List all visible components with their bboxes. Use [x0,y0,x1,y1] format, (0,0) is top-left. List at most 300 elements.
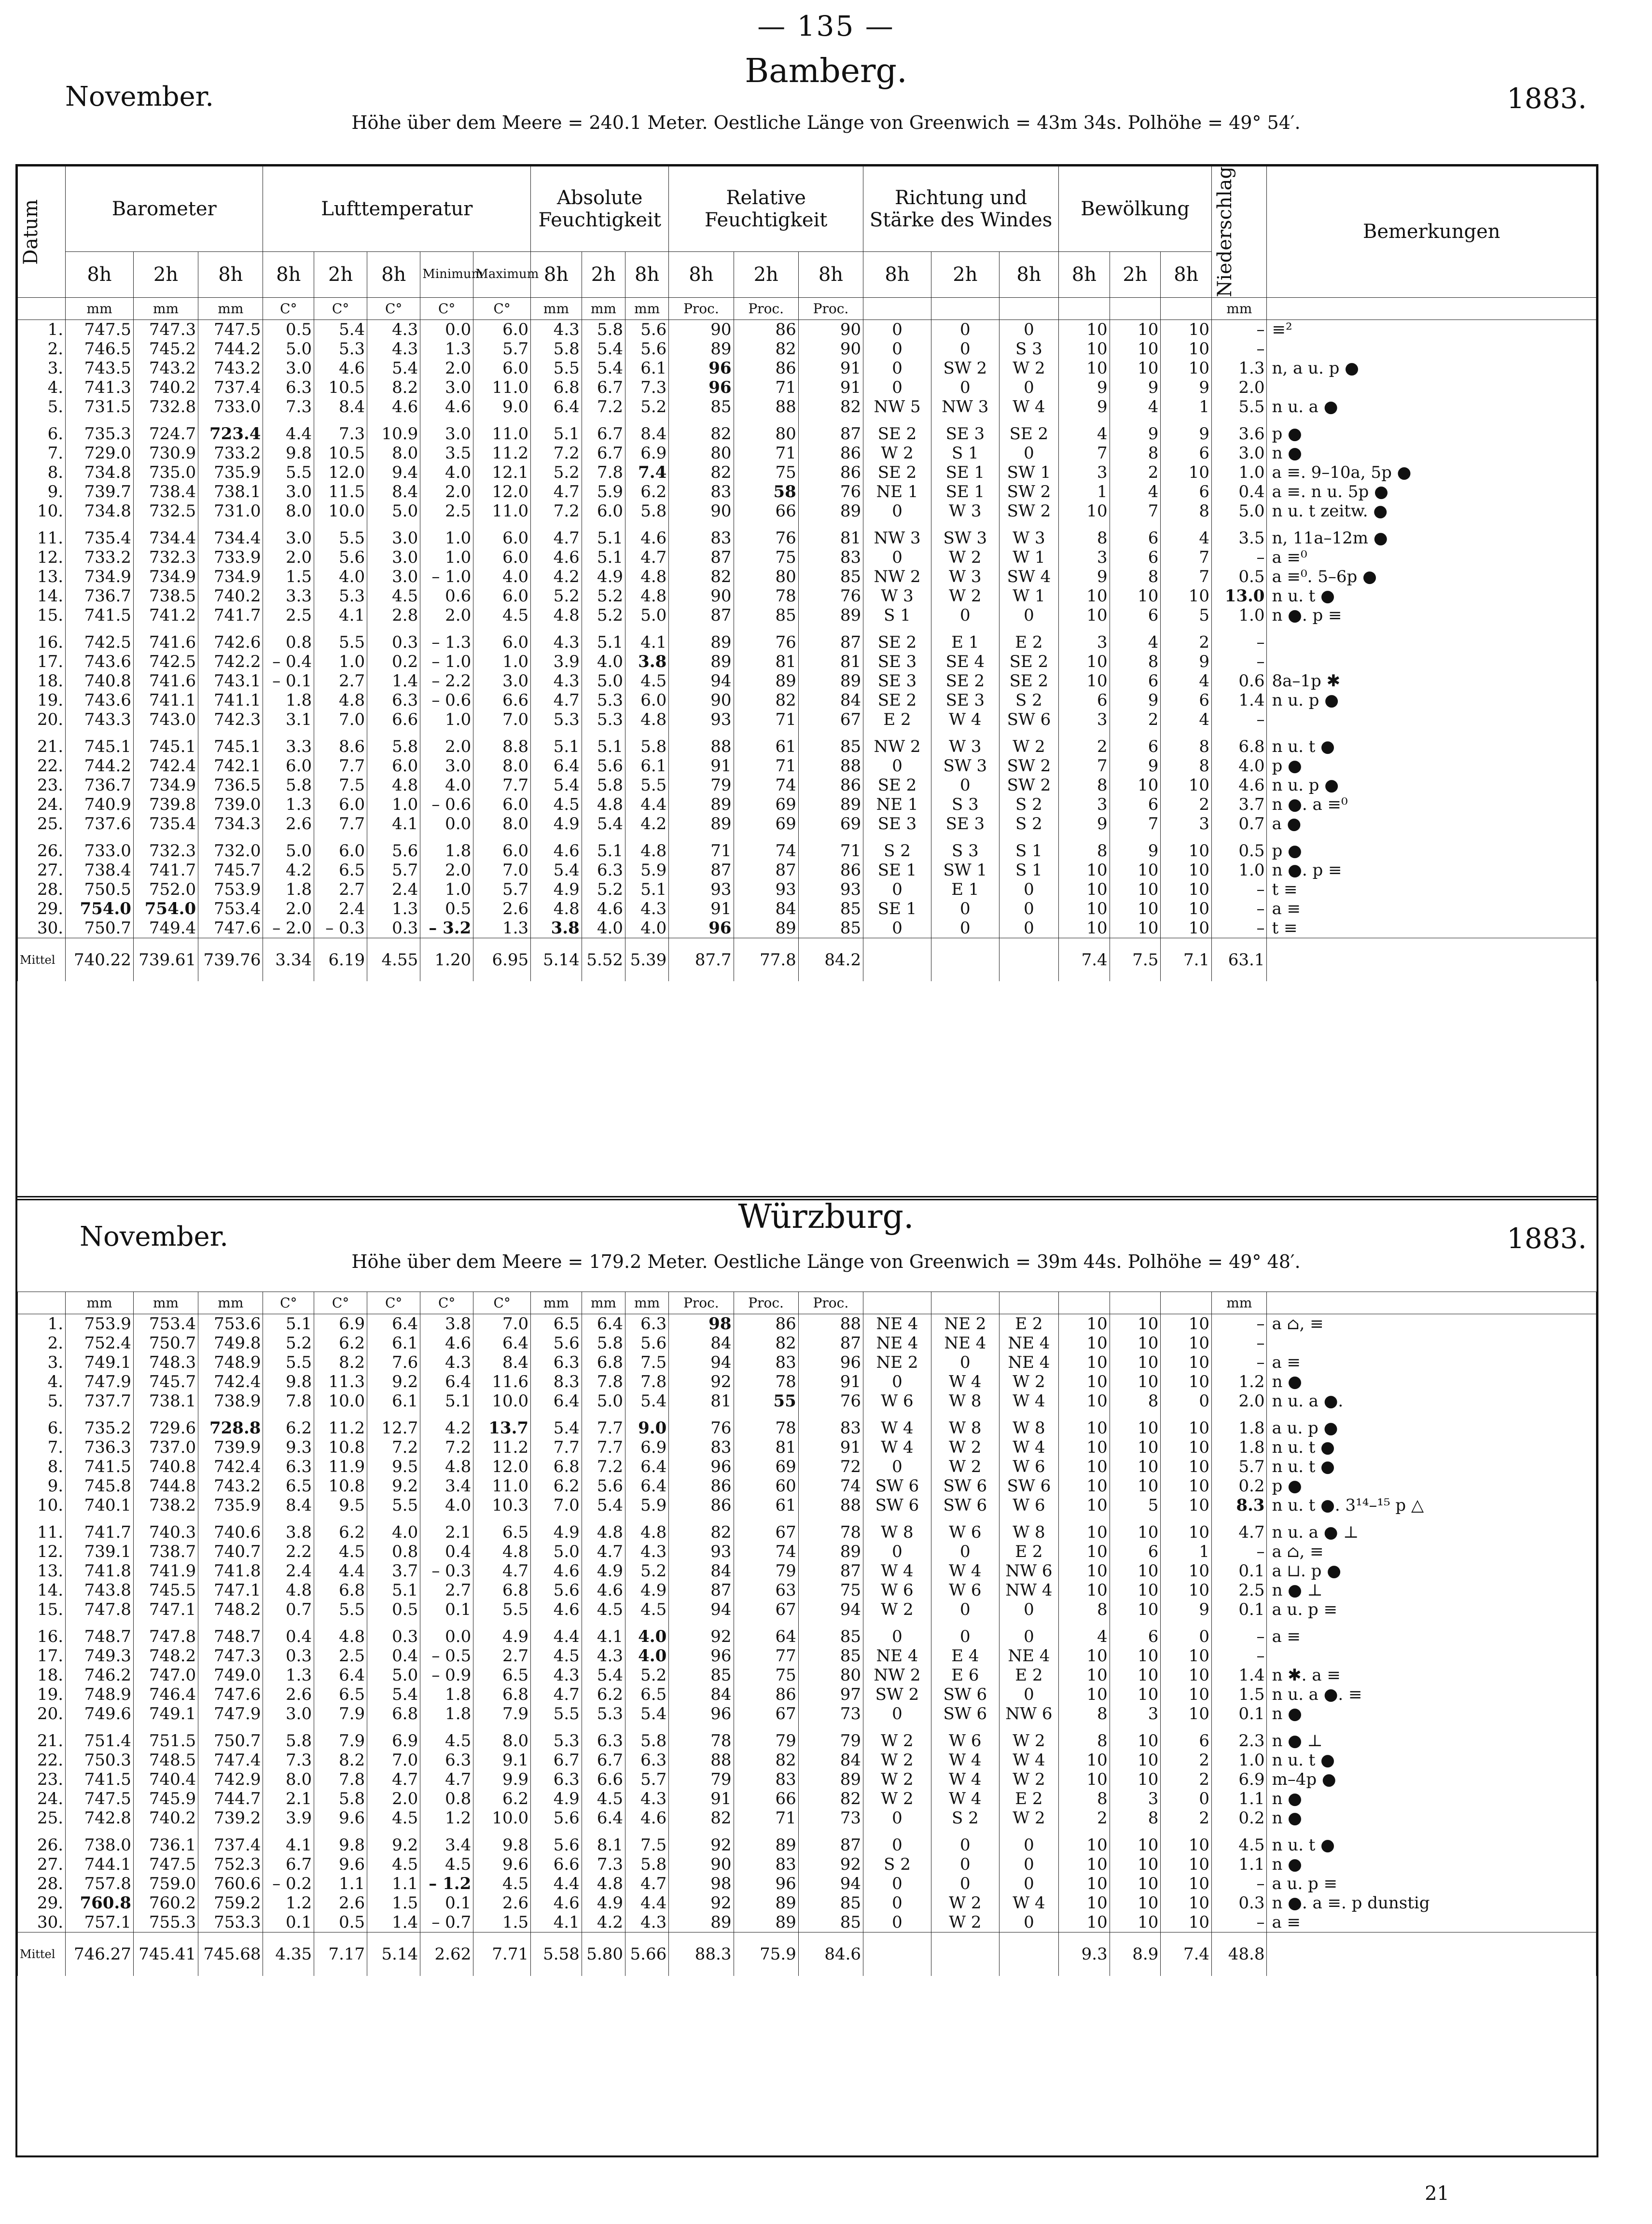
table-cell: 0.0 [420,814,473,834]
table-cell: – [1212,880,1267,899]
remarks-cell: n u. t ● [1267,1835,1596,1855]
table-cell: 10 [1161,1418,1212,1438]
table-cell: 4.3 [625,1913,669,1932]
day-cell: 22. [18,756,66,776]
table-cell: 10 [1059,1438,1110,1457]
table-cell: 7.3 [263,1751,314,1770]
table-cell: 742.4 [133,756,198,776]
gap-cell [18,417,66,424]
day-cell: 20. [18,710,66,729]
table-cell: 81 [798,528,863,548]
table-cell: 10 [1161,861,1212,880]
table-cell: 742.2 [198,652,263,671]
table-cell: S 1 [931,444,999,463]
gap-cell [669,1411,734,1418]
table-cell: 741.7 [198,606,263,625]
group-gap [18,521,1596,528]
table-row [18,482,1596,501]
day-cell: 3. [18,1353,66,1372]
table-cell: 6.3 [582,861,625,880]
table-cell: 2.0 [420,606,473,625]
table-cell: 5.5 [314,528,367,548]
table-cell: 1.3 [1212,359,1267,378]
table-cell: SE 2 [999,652,1058,671]
unit-cell [863,1292,931,1314]
table-cell: S 2 [931,1808,999,1828]
table-cell: SW 2 [999,756,1058,776]
mean-cell: 5.14 [367,1932,420,1976]
table-cell: 0.0 [420,1627,473,1646]
gap-cell [1110,1619,1161,1627]
table-cell: 3 [1059,463,1110,482]
table-cell: W 2 [931,548,999,567]
table-cell: 87 [798,1561,863,1581]
gap-cell [314,834,367,841]
table-cell: 77 [734,1646,798,1666]
table-cell: 760.6 [198,1874,263,1893]
table-cell: – [1212,1627,1267,1646]
gap-cell [1110,521,1161,528]
table-cell: 743.3 [66,710,134,729]
table-cell: 7.3 [314,424,367,444]
table-cell: NE 2 [863,1353,931,1372]
table-cell: 7.3 [582,1855,625,1874]
table-cell: 748.9 [198,1353,263,1372]
table-cell: 739.8 [133,795,198,814]
table-cell: 4.9 [582,1893,625,1913]
table-cell: 10 [1110,1685,1161,1704]
table-cell: 9.1 [473,1751,531,1770]
table-cell: 4.7 [420,1770,473,1789]
table-cell: 6.2 [314,1523,367,1542]
table-cell: 9.6 [314,1808,367,1828]
table-cell: 748.9 [66,1685,134,1704]
table-cell: 736.5 [198,776,263,795]
gap-cell [999,1828,1058,1835]
table-cell: 3.5 [420,444,473,463]
table-cell: 10 [1110,1913,1161,1932]
table-cell: W 2 [863,1751,931,1770]
table-cell: 4.5 [625,1600,669,1619]
table-cell: 0 [999,899,1058,918]
table-cell: W 4 [931,1372,999,1391]
table-cell: 80 [734,424,798,444]
gap-cell [420,417,473,424]
table-cell: SE 3 [863,652,931,671]
day-cell: 7. [18,444,66,463]
table-cell: 5.8 [582,776,625,795]
table-cell: 0.7 [1212,814,1267,834]
table-row [18,795,1596,814]
table-cell: SE 3 [931,814,999,834]
table-cell: 3 [1110,1789,1161,1808]
table-cell: 1.0 [473,652,531,671]
table-cell: 5.1 [531,424,582,444]
table-cell: 3.8 [420,1314,473,1334]
gap-cell [473,1411,531,1418]
table-cell: 73 [798,1808,863,1828]
table-cell: 7.0 [531,1496,582,1515]
gap-cell [367,834,420,841]
gap-cell [1212,1724,1267,1731]
table-cell: 82 [669,1808,734,1828]
table-cell: 6.9 [314,1314,367,1334]
table-cell: 3.4 [420,1835,473,1855]
day-cell: 10. [18,501,66,521]
day-cell: 12. [18,548,66,567]
table-cell: 5.2 [582,586,625,606]
table-cell: 8.0 [473,814,531,834]
table-cell: 6.4 [582,1314,625,1334]
table-cell: 0 [999,1835,1058,1855]
table-cell: 88 [734,397,798,417]
table-cell: 741.9 [133,1561,198,1581]
table-cell: 7.2 [582,1457,625,1476]
day-cell: 25. [18,1808,66,1828]
table-cell: SW 6 [931,1496,999,1515]
table-cell: 6 [1110,671,1161,691]
table-cell: 3 [1059,548,1110,567]
table-cell: SE 4 [931,652,999,671]
remarks-cell: n u. t ● [1267,586,1596,606]
table-cell: 0 [931,776,999,795]
table-cell: 7.0 [473,710,531,729]
unit-row [18,297,1596,320]
table-cell: 741.2 [133,606,198,625]
table-cell: 7.0 [473,1314,531,1334]
gap-cell [1110,729,1161,737]
table-row [18,463,1596,482]
table-cell: 2 [1161,1751,1212,1770]
gap-cell [420,625,473,633]
table-cell: 82 [734,1751,798,1770]
table-cell: SW 2 [931,359,999,378]
table-cell: 5.3 [582,710,625,729]
gap-cell [931,1411,999,1418]
table-cell: 4.6 [625,528,669,548]
table-cell: 0 [931,1874,999,1893]
header-niederschlag: Niederschlag [1212,167,1267,298]
gap-cell [1267,1724,1596,1731]
table-cell: 5.7 [625,1770,669,1789]
table-cell: 741.6 [133,633,198,652]
table-cell: 1.0 [367,795,420,814]
header-bemerkungen: Bemerkungen [1267,167,1596,298]
unit-cell: Proc. [734,297,798,320]
table-cell: 747.0 [133,1666,198,1685]
unit-cell [1059,297,1110,320]
table-cell: 71 [734,756,798,776]
table-cell: 5.2 [531,586,582,606]
table-cell: 3.0 [420,756,473,776]
table-cell: 5.4 [582,1496,625,1515]
table-cell: 10 [1161,899,1212,918]
table-cell: NE 4 [999,1646,1058,1666]
table-cell: 4.2 [263,861,314,880]
table-cell: 5.5 [473,1600,531,1619]
mean-cell [863,1932,931,1976]
table-cell: 4.9 [582,567,625,586]
table-cell: 7.8 [582,1372,625,1391]
table-cell: 9 [1110,756,1161,776]
table-cell: 748.7 [198,1627,263,1646]
table-cell: 6.2 [263,1418,314,1438]
table-cell: 1.5 [367,1893,420,1913]
table-cell: 10 [1059,339,1110,359]
table-cell: 733.2 [66,548,134,567]
table-cell: 5.8 [625,737,669,756]
table-cell: 3.3 [263,737,314,756]
table-cell: 743.1 [198,671,263,691]
table-cell: 10 [1161,1913,1212,1932]
table-cell: 754.0 [133,899,198,918]
table-cell: 10 [1059,1353,1110,1372]
table-cell: S 2 [999,691,1058,710]
table-cell: 3.8 [625,652,669,671]
table-cell: 55 [734,1391,798,1411]
table-cell: 6.4 [625,1457,669,1476]
gap-cell [625,1411,669,1418]
table-cell: 88 [669,1751,734,1770]
table-cell: 5.0 [263,841,314,861]
table-cell: 736.1 [133,1835,198,1855]
table-cell: 10 [1059,501,1110,521]
gap-cell [734,1411,798,1418]
table-cell: 6.3 [625,1314,669,1334]
table-cell: 4.8 [531,606,582,625]
table-cell: 3.3 [263,586,314,606]
remarks-cell: n u. t ● [1267,737,1596,756]
gap-cell [999,834,1058,841]
gap-cell [1059,625,1110,633]
table-cell: 1.1 [1212,1855,1267,1874]
table-cell: 5.4 [582,359,625,378]
table-cell: 3.0 [367,528,420,548]
table-cell: 7.0 [473,861,531,880]
table-cell: 747.9 [198,1704,263,1724]
table-cell: 10 [1110,1600,1161,1619]
table-cell: 4.5 [1212,1835,1267,1855]
table-cell: 10.8 [314,1438,367,1457]
table-cell: 5.8 [263,776,314,795]
table-cell: 0 [931,1855,999,1874]
gap-cell [1212,834,1267,841]
table-cell: 750.7 [133,1334,198,1353]
table-cell: 82 [669,424,734,444]
unit-cell [1267,297,1596,320]
table-cell: 745.2 [133,339,198,359]
table-cell: W 6 [863,1581,931,1600]
remarks-cell: n ●. p ≡ [1267,606,1596,625]
table-row [18,1770,1596,1789]
table-cell: 4.5 [367,1808,420,1828]
gap-cell [1212,729,1267,737]
table-cell: 1.0 [1212,861,1267,880]
table-cell: 4.9 [473,1627,531,1646]
table-cell: 2 [1110,710,1161,729]
table-cell: 10 [1161,776,1212,795]
table-cell: 0 [999,320,1058,339]
gap-cell [66,1515,134,1523]
gap-cell [931,625,999,633]
table-cell: 749.4 [133,918,198,938]
gap-cell [420,1828,473,1835]
gap-cell [314,1619,367,1627]
table-cell: SW 6 [863,1496,931,1515]
table-cell: – 0.1 [263,671,314,691]
table-cell: W 6 [863,1391,931,1411]
table-cell: W 8 [863,1523,931,1542]
table-row [18,606,1596,625]
gap-cell [931,1724,999,1731]
table-cell: 84 [669,1685,734,1704]
table-cell: – [1212,918,1267,938]
table-cell: 89 [669,339,734,359]
table-cell: 9 [1059,378,1110,397]
table-cell: 1.1 [314,1874,367,1893]
unit-cell: mm [531,297,582,320]
table-cell: 5.8 [625,501,669,521]
table-cell: 729.6 [133,1418,198,1438]
table-cell: 0.5 [1212,567,1267,586]
gap-cell [66,1619,134,1627]
table-cell: 94 [669,1600,734,1619]
table-cell: 66 [734,501,798,521]
table-cell: 734.4 [198,528,263,548]
remarks-cell: t ≡ [1267,918,1596,938]
table-cell: S 3 [931,795,999,814]
table-cell: 10 [1161,1372,1212,1391]
remarks-cell: n ● ⊥ [1267,1581,1596,1600]
table-cell: 3.7 [1212,795,1267,814]
table-cell: 9 [1161,1600,1212,1619]
table-cell: 0 [931,1627,999,1646]
table-cell: 4.1 [263,1835,314,1855]
table-row [18,1334,1596,1353]
remarks-cell [1267,633,1596,652]
table-cell: 7.9 [473,1704,531,1724]
table-cell: W 6 [999,1496,1058,1515]
table-cell: SW 2 [863,1685,931,1704]
gap-cell [1161,1619,1212,1627]
table-cell: 1.4 [1212,1666,1267,1685]
gap-cell [420,1515,473,1523]
gap-cell [1161,625,1212,633]
table-cell: 5.5 [263,463,314,482]
day-cell: 6. [18,1418,66,1438]
table-cell: 96 [669,378,734,397]
gap-cell [863,729,931,737]
unit-cell: C° [367,297,420,320]
table-cell: 83 [798,548,863,567]
table-cell: 5.6 [625,320,669,339]
table-cell: 10 [1161,1893,1212,1913]
remarks-cell: n u. p ● [1267,776,1596,795]
gap-cell [367,1828,420,1835]
table-cell: 4.8 [263,1581,314,1600]
table-cell: S 2 [863,841,931,861]
table-cell: 0.3 [263,1646,314,1666]
mean-cell: 7.4 [1161,1932,1212,1976]
mean-cell: 739.61 [133,938,198,981]
table-cell: 2.6 [263,814,314,834]
table-cell: 78 [734,1372,798,1391]
table-cell: 4.8 [531,899,582,918]
table-cell: 5.5 [531,359,582,378]
table-cell: 2.4 [263,1561,314,1581]
remarks-cell: n ● [1267,1808,1596,1828]
gap-cell [582,834,625,841]
table-cell: W 2 [999,1372,1058,1391]
unit-cell [999,1292,1058,1314]
table-row [18,814,1596,834]
table-cell: E 1 [931,633,999,652]
table-cell: 4.8 [582,1523,625,1542]
table-cell: 5.6 [625,1334,669,1353]
table-cell: 742.5 [133,652,198,671]
table-cell: 5.6 [531,1334,582,1353]
table-cell: NE 4 [863,1334,931,1353]
table-cell: 6.5 [473,1523,531,1542]
table-cell: W 4 [931,1561,999,1581]
table-cell: 0 [931,1835,999,1855]
unit-cell: mm [1212,1292,1267,1314]
table-cell: 10 [1161,359,1212,378]
table-cell: 6.7 [582,444,625,463]
table-cell: 741.3 [66,378,134,397]
table-cell: 747.8 [133,1627,198,1646]
table-cell: 0.1 [1212,1561,1267,1581]
table-cell: W 2 [931,1438,999,1457]
table-cell: 71 [669,841,734,861]
gap-cell [625,729,669,737]
table-cell: 89 [798,1770,863,1789]
table-cell: 87 [798,633,863,652]
table-cell: 7.0 [314,710,367,729]
table-cell: SE 2 [931,671,999,691]
table-cell: – 0.3 [314,918,367,938]
table-cell: 5.2 [582,880,625,899]
day-cell: 21. [18,737,66,756]
table-cell: 61 [734,737,798,756]
table-cell: – 2.2 [420,671,473,691]
table-cell: 10 [1059,1646,1110,1666]
table-cell: 0.2 [1212,1808,1267,1828]
table-cell: 9.0 [625,1418,669,1438]
table-cell: 89 [734,918,798,938]
table-cell: 7.8 [263,1391,314,1411]
table-cell: 6.3 [582,1731,625,1751]
gap-cell [999,1619,1058,1627]
gap-cell [133,1724,198,1731]
table-cell: 3.0 [420,424,473,444]
gap-cell [18,1619,66,1627]
table-row [18,567,1596,586]
gap-cell [531,834,582,841]
table-cell: – [1212,710,1267,729]
table-cell: 5.1 [625,880,669,899]
mean-cell [999,1932,1058,1976]
day-cell: 5. [18,397,66,417]
table-cell: 10 [1059,1476,1110,1496]
table-cell: – [1212,1913,1267,1932]
table-cell: 5.0 [1212,501,1267,521]
gap-cell [863,1828,931,1835]
table-row [18,1789,1596,1808]
table-cell: 2.7 [314,671,367,691]
table-cell: 740.4 [133,1770,198,1789]
table-cell: W 4 [931,1789,999,1808]
